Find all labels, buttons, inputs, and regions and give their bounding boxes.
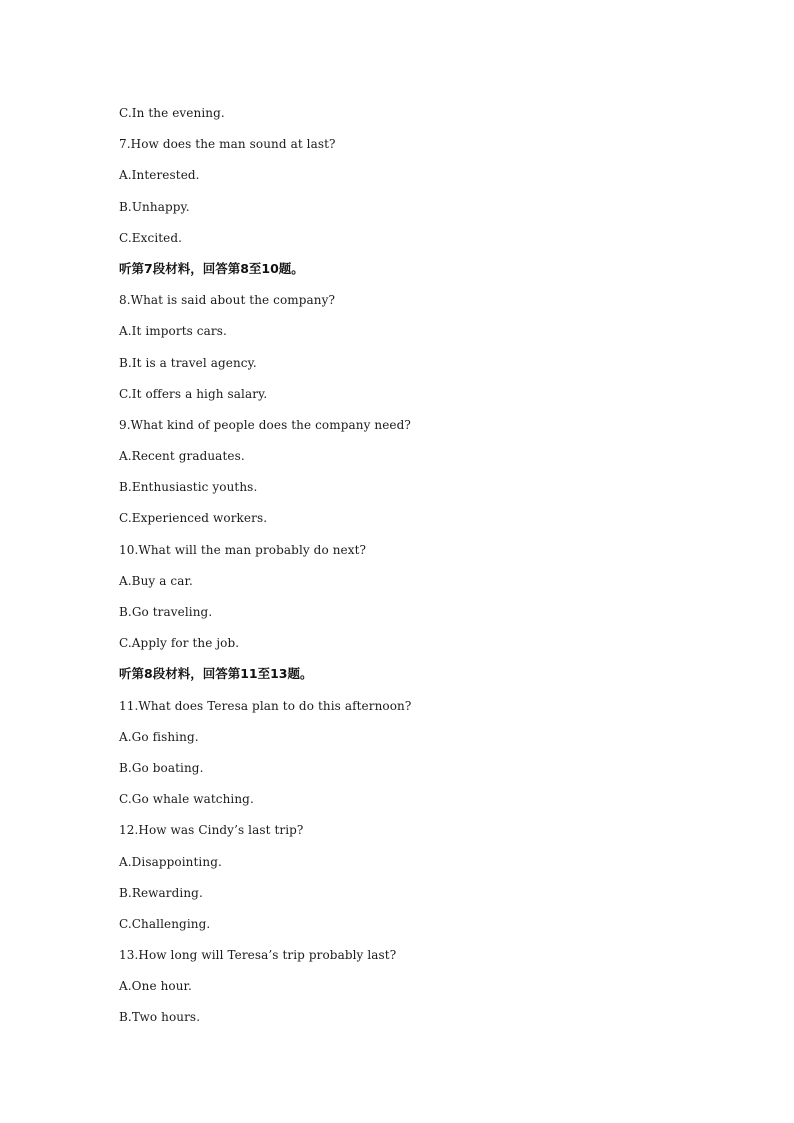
option-line: A.Interested.: [119, 168, 200, 183]
option-line: B.Unhappy.: [119, 199, 190, 214]
option-line: A.Buy a car.: [119, 573, 193, 588]
question-line: 8.What is said about the company?: [119, 293, 336, 308]
option-line: C.In the evening.: [119, 106, 225, 120]
question-line: 10.What will the man probably do next?: [119, 542, 367, 557]
option-line: B.Two hours.: [119, 1010, 201, 1025]
option-line: A.Recent graduates.: [119, 449, 245, 464]
option-line: B.Enthusiastic youths.: [119, 480, 258, 495]
option-line: A.It imports cars.: [119, 324, 227, 339]
option-line: B.It is a travel agency.: [119, 355, 257, 370]
option-line: C.Go whale watching.: [119, 792, 254, 807]
option-line: B.Go boating.: [119, 760, 204, 775]
question-line: 11.What does Teresa plan to do this afternoon?: [119, 698, 412, 713]
option-line: B.Go traveling.: [119, 605, 213, 619]
section-heading: 听第8段材料，回答第11至13题。: [119, 666, 313, 682]
question-line: 13.How long will Teresa’s trip probably last?: [119, 948, 397, 963]
option-line: B.Rewarding.: [119, 885, 203, 900]
option-line: C.Apply for the job.: [119, 636, 240, 651]
question-list: [119, 103, 411, 1039]
question-line: 7.How does the man sound at last?: [119, 137, 336, 152]
option-line: C.Experienced workers.: [119, 511, 268, 526]
option-line: A.One hour.: [119, 979, 192, 994]
option-line: C.Excited.: [119, 230, 183, 245]
question-line: 9.What kind of people does the company need?: [119, 417, 411, 432]
option-line: A.Go fishing.: [119, 729, 199, 744]
option-line: A.Disappointing.: [119, 854, 222, 869]
option-line: C.Challenging.: [119, 916, 211, 931]
option-line: C.It offers a high salary.: [119, 386, 268, 401]
question-line: 12.How was Cindy’s last trip?: [119, 823, 304, 838]
section-heading: 听第7段材料，回答第8至10题。: [119, 260, 304, 276]
